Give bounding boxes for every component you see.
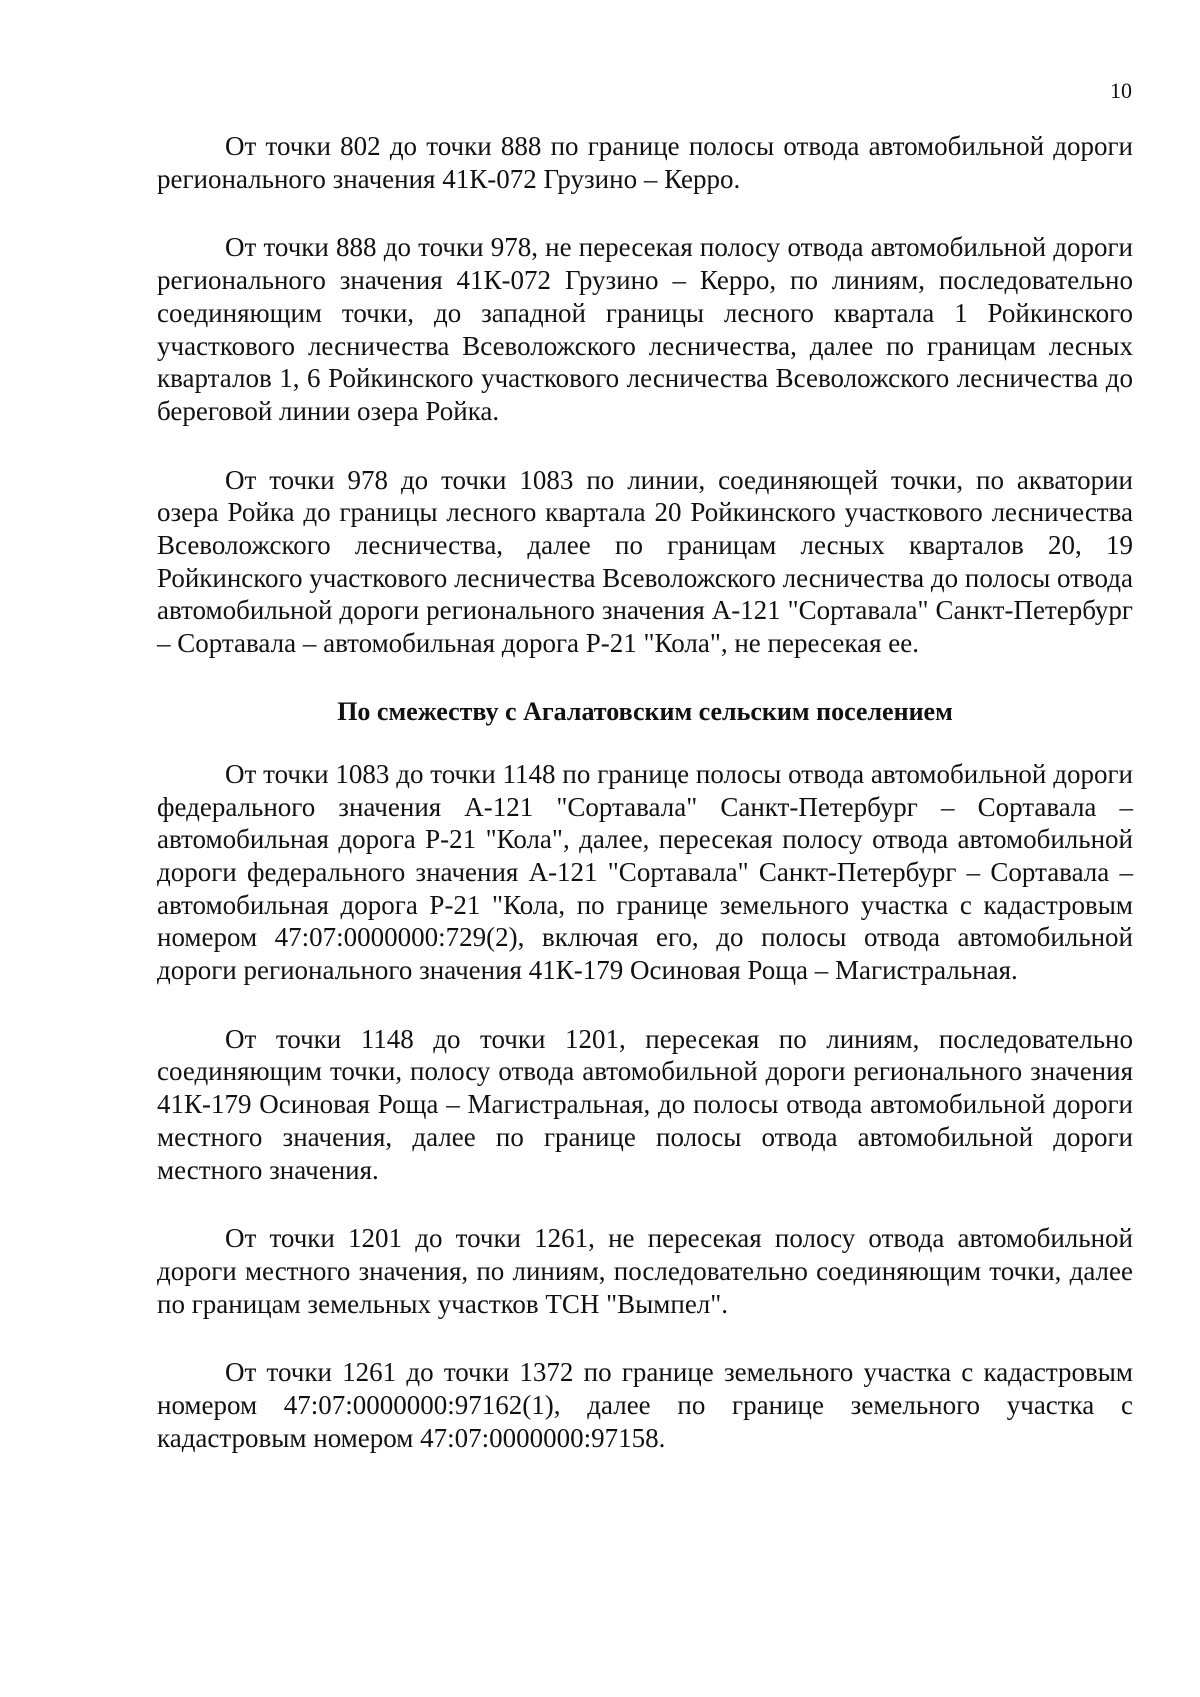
paragraph-points-978-1083: От точки 978 до точки 1083 по линии, соединяющей точки, по акватории озера Ройка до границы лесного квартала 20 Ройкинского участкового лесничества Всеволожского лесничества, далее по границам лесных кварталов 20, 19 Ройкинского участкового лесничества Всеволожского лесничества до полосы отвода автомобильной дороги регионального значения А-121 "Сортавала" Санкт-Петербург – Сортавала – автомобильная дорога Р-21 "Кола", не пересекая ее. (157, 464, 1133, 659)
page-number: 10 (1110, 78, 1132, 103)
paragraph-points-1083-1148: От точки 1083 до точки 1148 по границе полосы отвода автомобильной дороги федерального значения А-121 "Сортавала" Санкт-Петербург – Сортавала – автомобильная дорога Р-21 "Кола", далее, пересекая полосу отвода автомобильной дороги федерального значения А-121 "Сортавала" Санкт-Петербург – Сортавала – автомобильная дорога Р-21 "Кола, по границе земельного участка с кадастровым номером 47:07:0000000:729(2), включая его, до полосы отвода автомобильной дороги регионального значения 41К-179 Осиновая Роща – Магистральная. (157, 758, 1133, 986)
paragraph-points-1201-1261: От точки 1201 до точки 1261, не пересекая полосу отвода автомобильной дороги местного значения, по линиям, последовательно соединяющим точки, далее по границам земельных участков ТСН "Вымпел". (157, 1223, 1133, 1319)
paragraph-points-1261-1372: От точки 1261 до точки 1372 по границе земельного участка с кадастровым номером 47:07:0000000:97162(1), далее по границе земельного участка с кадастровым номером 47:07:0000000:97158. (157, 1357, 1133, 1453)
document-body (157, 130, 1133, 1491)
paragraph-points-888-978: От точки 888 до точки 978, не пересекая полосу отвода автомобильной дороги регионального значения 41К-072 Грузино – Керро, по линиям, последовательно соединяющим точки, до западной границы лесного квартала 1 Ройкинского участкового лесничества Всеволожского лесничества, далее по границам лесных кварталов 1, 6 Ройкинского участкового лесничества Всеволожского лесничества до береговой линии озера Ройка. (157, 232, 1133, 426)
section-heading: По смежеству с Агалатовским сельским поселением (337, 696, 953, 726)
paragraph-points-1148-1201: От точки 1148 до точки 1201, пересекая по линиям, последовательно соединяющим точки, полосу отвода автомобильной дороги регионального значения 41К-179 Осиновая Роща – Магистральная, до полосы отвода автомобильной дороги местного значения, далее по границе полосы отвода автомобильной дороги местного значения. (157, 1023, 1133, 1185)
paragraph-points-802-888: От точки 802 до точки 888 по границе полосы отвода автомобильной дороги регионального значения 41К-072 Грузино – Керро. (157, 131, 1133, 194)
